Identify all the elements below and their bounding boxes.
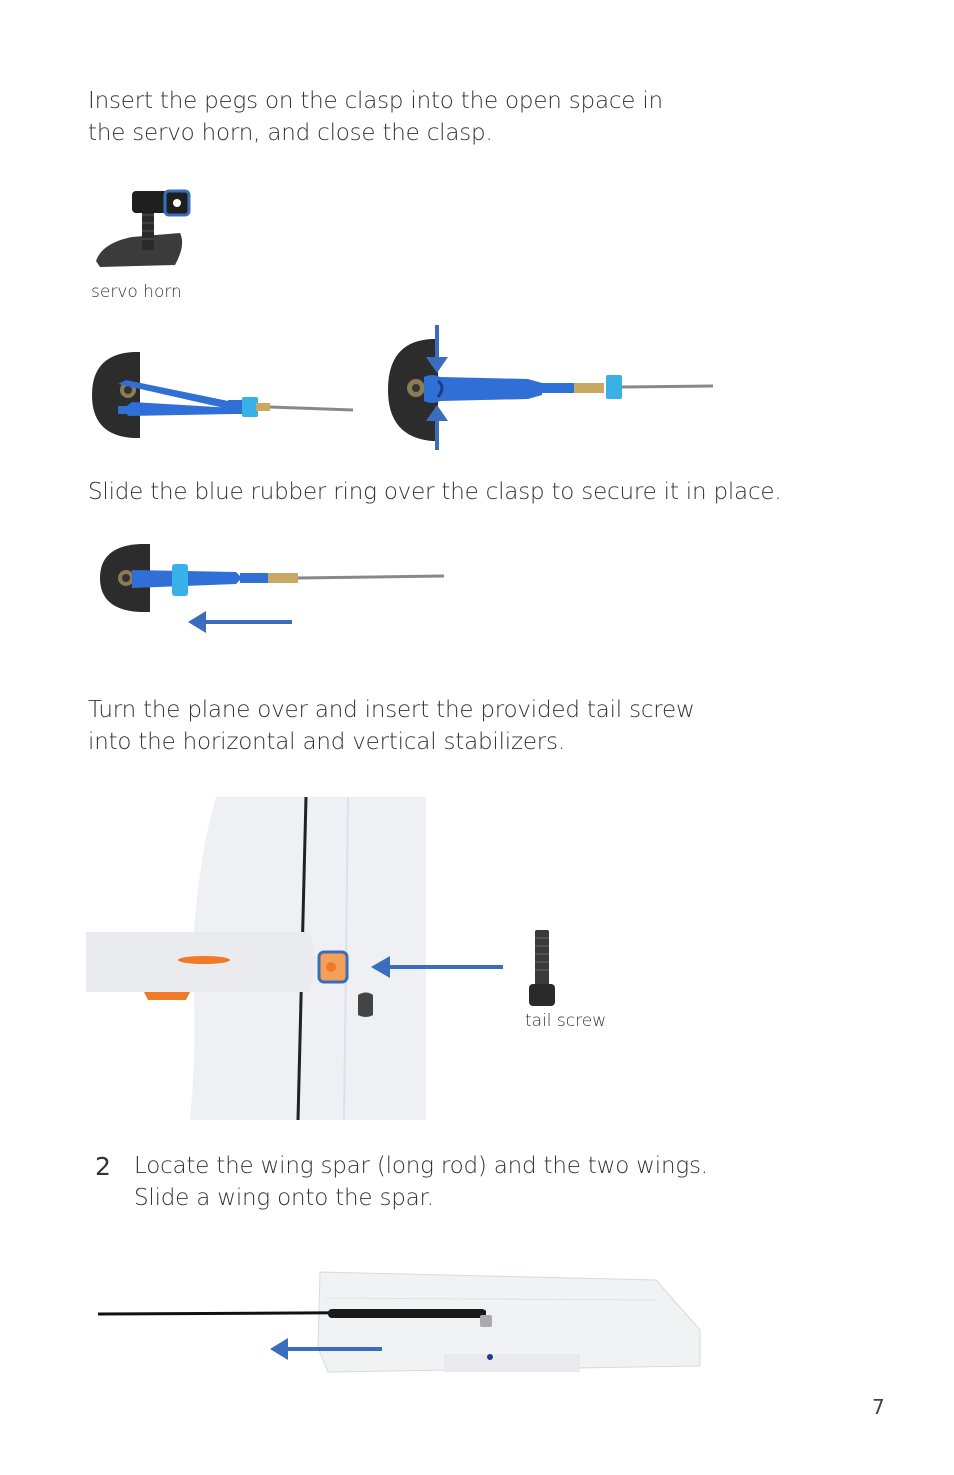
instruction-ring: Slide the blue rubber ring over the clasp to secure it in place. bbox=[88, 479, 782, 505]
servo-horn-image bbox=[90, 185, 200, 275]
instruction-tail-line1: Turn the plane over and insert the provided tail screw bbox=[88, 697, 695, 723]
clasp-open-image bbox=[88, 350, 358, 440]
ring-secure-image bbox=[96, 540, 456, 640]
instruction-clasp-line2: the servo horn, and close the clasp. bbox=[88, 119, 493, 146]
instruction-tail-screw bbox=[88, 695, 695, 758]
tail-screw-image bbox=[527, 928, 559, 1008]
instruction-wing-spar bbox=[134, 1151, 708, 1214]
tail-screw-arrow bbox=[370, 953, 505, 983]
tail-screw-caption: tail screw bbox=[525, 1011, 607, 1031]
instruction-wing-line2: Slide a wing onto the spar. bbox=[134, 1184, 434, 1211]
step-number: 2 bbox=[95, 1152, 111, 1181]
instruction-clasp bbox=[88, 86, 663, 149]
instruction-clasp-line1: Insert the pegs on the clasp into the open space in bbox=[88, 88, 663, 114]
clasp-close-image bbox=[380, 325, 720, 455]
wing-spar-image bbox=[96, 1268, 706, 1378]
instruction-wing-line1: Locate the wing spar (long rod) and the two wings. bbox=[134, 1153, 708, 1179]
page-number: 7 bbox=[872, 1395, 885, 1419]
servo-horn-caption: servo horn bbox=[91, 282, 182, 302]
instruction-tail-line2: into the horizontal and vertical stabilizers. bbox=[88, 728, 565, 755]
